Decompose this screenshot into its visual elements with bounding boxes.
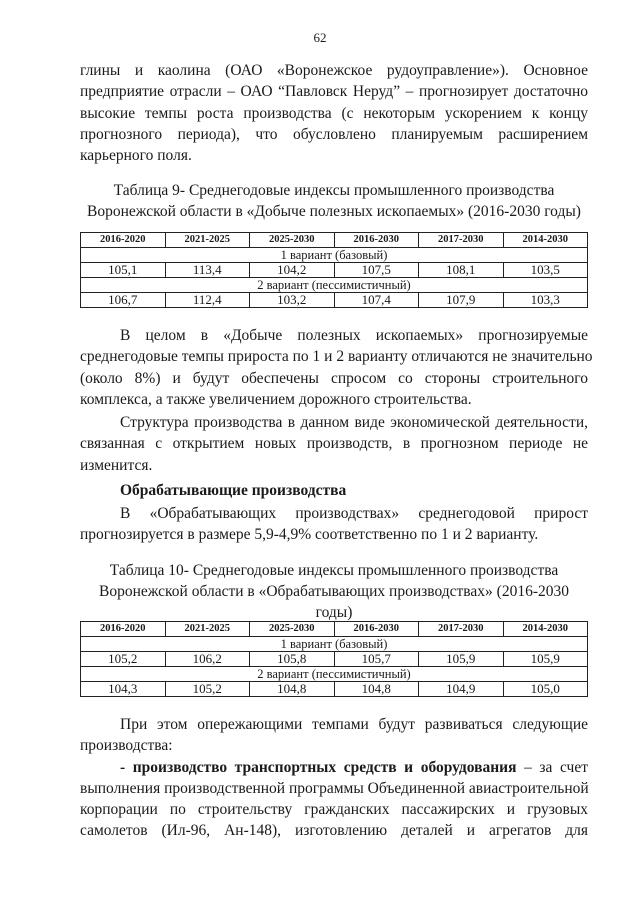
- bullet-lead: - производство транспортных средств и оборудования: [120, 758, 517, 776]
- text-line: предприятие отрасли – ОАО “Павловск Неруд” – прогнозирует достаточно: [80, 83, 588, 101]
- mining-summary-paragraph: [80, 325, 593, 410]
- text-line: самолетов (Ил-96, Ан-148), изготовлению деталей и агрегатов для: [80, 822, 588, 840]
- text-line: среднегодовые темпы прироста по 1 и 2 варианту отличаются не значительно: [80, 348, 593, 366]
- column-header: 2021-2025: [165, 233, 250, 248]
- section-heading: Обрабатывающие производства: [120, 482, 347, 499]
- table-row: [81, 293, 588, 308]
- table-row: [81, 682, 588, 697]
- table-cell: 107,9: [419, 293, 504, 308]
- variant2-label: 2 вариант (пессимистичный): [81, 278, 588, 293]
- table10-caption: [80, 560, 588, 623]
- column-header: 2016-2030: [334, 233, 419, 248]
- text-line: производства:: [80, 737, 173, 755]
- table-cell: 106,2: [165, 652, 250, 667]
- table-cell: 108,1: [419, 263, 504, 278]
- table-cell: 104,3: [81, 682, 166, 697]
- variant1-label: 1 вариант (базовый): [81, 248, 588, 263]
- table-cell: 105,1: [81, 263, 166, 278]
- column-header: 2017-2030: [419, 622, 504, 637]
- table-cell: 105,9: [419, 652, 504, 667]
- outlook-paragraph: [80, 714, 588, 842]
- intro-paragraph: [80, 60, 588, 166]
- text-line: При этом опережающими темпами будут развиваться следующие: [120, 716, 588, 733]
- column-header: 2025-2030: [250, 233, 335, 248]
- caption-line: Таблица 9- Среднегодовые индексы промышленного производства: [113, 182, 555, 199]
- table-cell: 104,8: [250, 682, 335, 697]
- column-header: 2025-2030: [250, 622, 335, 637]
- caption-line: Воронежской области в «Добыче полезных ископаемых» (2016-2030 годы): [87, 203, 581, 220]
- table-row: [81, 652, 588, 667]
- table-cell: 104,9: [419, 682, 504, 697]
- text-line: карьерного поля.: [80, 147, 192, 165]
- table-header-row: [81, 622, 588, 637]
- table-cell: 112,4: [165, 293, 250, 308]
- table-cell: 105,8: [250, 652, 335, 667]
- table-cell: 105,7: [334, 652, 419, 667]
- text-line: связанная с открытием новых производств, в прогнозном периоде не: [80, 435, 588, 453]
- text-line: (около 8%) и будут обеспечены спросом со стороны строительного: [80, 369, 588, 387]
- column-header: 2016-2030: [334, 622, 419, 637]
- table-header-row: [81, 233, 588, 248]
- caption-line: Таблица 10- Среднегодовые индексы промышленного производства: [109, 562, 559, 579]
- variant-label-row: [81, 637, 588, 652]
- table10: [80, 621, 588, 697]
- text-line: изменится.: [80, 456, 153, 474]
- variant-label-row: [81, 248, 588, 263]
- text-line: В целом в «Добыче полезных ископаемых» прогнозируемые: [120, 327, 588, 344]
- table-cell: 113,4: [165, 263, 250, 278]
- manufacturing-paragraph: [80, 503, 588, 546]
- table9-caption: [80, 180, 588, 222]
- column-header: 2014-2030: [503, 622, 588, 637]
- column-header: 2016-2020: [81, 622, 166, 637]
- text-line: корпорации по строительству гражданских пассажирских и грузовых: [80, 801, 588, 819]
- text-line: комплекса, а также увеличением дорожного строительства.: [80, 390, 472, 408]
- table-cell: 104,2: [250, 263, 335, 278]
- variant2-label: 2 вариант (пессимистичный): [81, 667, 588, 682]
- text-line: выполнения производственной программы Объединенной авиастроительной: [80, 779, 589, 797]
- table-cell: 106,7: [81, 293, 166, 308]
- table-cell: 107,5: [334, 263, 419, 278]
- column-header: 2014-2030: [503, 233, 588, 248]
- bullet-line: [80, 757, 588, 778]
- table-cell: 103,3: [503, 293, 588, 308]
- page-number: 62: [313, 30, 327, 45]
- table-cell: 107,4: [334, 293, 419, 308]
- bullet-rest: – за счет: [516, 758, 588, 776]
- structure-note-paragraph: [80, 412, 588, 476]
- variant1-label: 1 вариант (базовый): [81, 637, 588, 652]
- column-header: 2016-2020: [81, 233, 166, 248]
- table-cell: 103,5: [503, 263, 588, 278]
- table-cell: 104,8: [334, 682, 419, 697]
- text-line: Структура производства в данном виде экономической деятельности,: [120, 414, 588, 431]
- variant-label-row: [81, 278, 588, 293]
- text-line: высокие темпы роста производства (с некоторым ускорением к концу: [80, 104, 588, 122]
- text-line: прогнозируется в размере 5,9-4,9% соответственно по 1 и 2 варианту.: [80, 526, 539, 544]
- text-line: глины и каолина (ОАО «Воронежское рудоуправление»). Основное: [80, 62, 588, 79]
- table-row: [81, 263, 588, 278]
- column-header: 2021-2025: [165, 622, 250, 637]
- table9: [80, 232, 588, 308]
- column-header: 2017-2030: [419, 233, 504, 248]
- text-line: прогнозного периода), что обусловлено планируемым расширением: [80, 125, 588, 143]
- table-cell: 105,9: [503, 652, 588, 667]
- table-cell: 103,2: [250, 293, 335, 308]
- caption-line: Воронежской области в «Обрабатывающих производствах» (2016-2030 годы): [98, 583, 570, 621]
- table-cell: 105,2: [81, 652, 166, 667]
- text-line: В «Обрабатывающих производствах» среднегодовой прирост: [120, 505, 588, 522]
- table-cell: 105,2: [165, 682, 250, 697]
- table-cell: 105,0: [503, 682, 588, 697]
- variant-label-row: [81, 667, 588, 682]
